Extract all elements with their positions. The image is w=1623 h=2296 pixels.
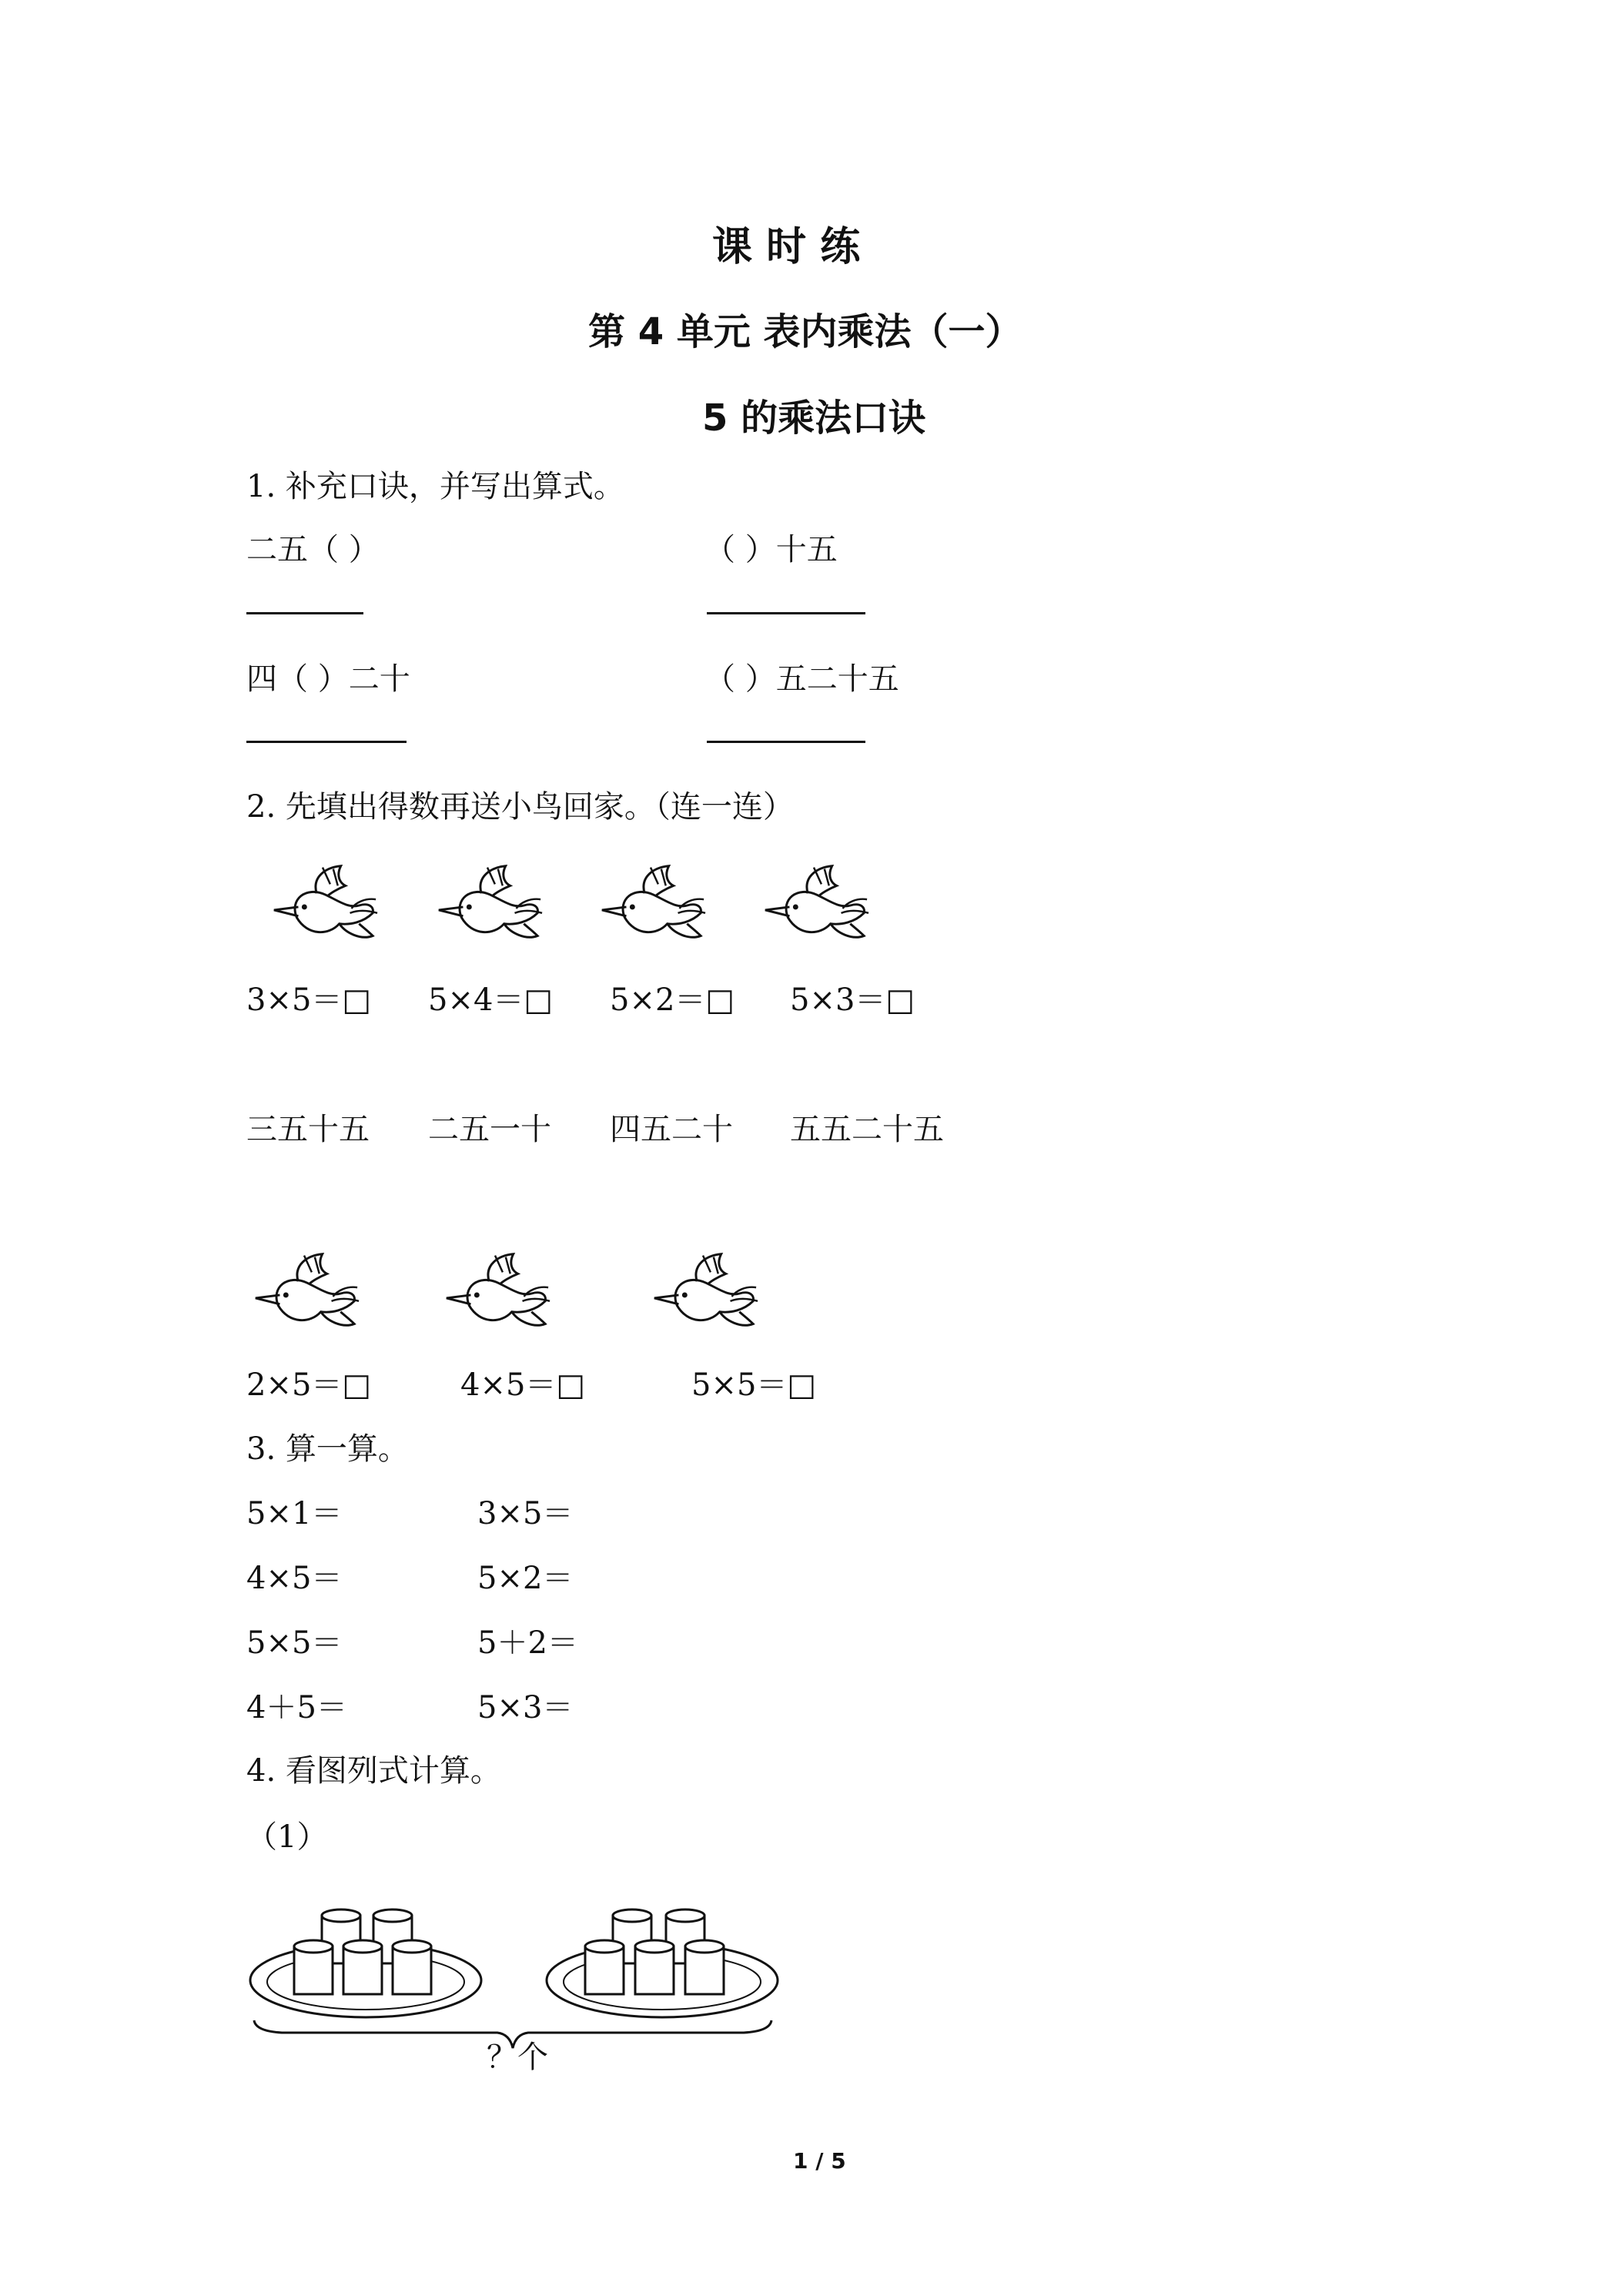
q2-rhyme-4: 五五二十五: [790, 1112, 944, 1147]
q2-equation-4: 5×3＝□: [790, 982, 915, 1018]
bird-icon: [266, 862, 380, 947]
q3-right-4: 5×3＝: [477, 1690, 574, 1725]
q1-answer-line-2[interactable]: [707, 612, 865, 614]
q2-rhyme-3: 四五二十: [610, 1112, 733, 1147]
q1-prompt: 1. 补充口诀，并写出算式。: [246, 469, 624, 504]
bird-icon: [647, 1250, 761, 1335]
q1-answer-line-3[interactable]: [246, 741, 407, 743]
q3-right-2: 5×2＝: [477, 1561, 574, 1596]
lesson-title: 5 的乘法口诀: [702, 397, 926, 440]
bird-icon: [248, 1250, 362, 1335]
q3-left-2: 4×5＝: [246, 1561, 343, 1596]
q2-bottom-equation-1: 2×5＝□: [246, 1367, 372, 1403]
q1-item-3: 四（ ）二十: [246, 661, 410, 697]
q1-item-4: （ ）五二十五: [704, 661, 899, 697]
q3-right-3: 5＋2＝: [477, 1625, 578, 1661]
bird-icon: [594, 862, 708, 947]
q1-item-2: （ ）十五: [704, 532, 838, 567]
bird-icon: [431, 862, 545, 947]
q3-prompt: 3. 算一算。: [246, 1431, 409, 1467]
q1-item-1: 二五（ ）: [246, 532, 380, 567]
q1-answer-line-1[interactable]: [246, 612, 363, 614]
page-title: 课 时 练: [712, 224, 861, 270]
q3-left-1: 5×1＝: [246, 1496, 343, 1531]
q2-rhyme-2: 二五一十: [428, 1112, 551, 1147]
q2-rhyme-1: 三五十五: [246, 1112, 370, 1147]
q2-equation-1: 3×5＝□: [246, 982, 372, 1018]
bird-icon: [758, 862, 872, 947]
brace-label: ？个: [487, 2040, 548, 2074]
q2-equation-3: 5×2＝□: [610, 982, 735, 1018]
q4-sub-1: （1）: [246, 1819, 328, 1855]
bird-icon: [439, 1250, 553, 1335]
q3-left-4: 4＋5＝: [246, 1690, 347, 1725]
q2-bottom-equation-3: 5×5＝□: [691, 1367, 817, 1403]
plates-illustration: [246, 1894, 785, 2033]
unit-title: 第 4 单元 表内乘法（一）: [588, 310, 1022, 353]
q2-bottom-equation-2: 4×5＝□: [460, 1367, 586, 1403]
q4-prompt: 4. 看图列式计算。: [246, 1753, 501, 1789]
q3-right-1: 3×5＝: [477, 1496, 574, 1531]
q3-left-3: 5×5＝: [246, 1625, 343, 1661]
page-number: 1 / 5: [793, 2148, 846, 2174]
q2-prompt: 2. 先填出得数再送小鸟回家。（连一连）: [246, 789, 794, 825]
q2-equation-2: 5×4＝□: [428, 982, 554, 1018]
q1-answer-line-4[interactable]: [707, 741, 865, 743]
